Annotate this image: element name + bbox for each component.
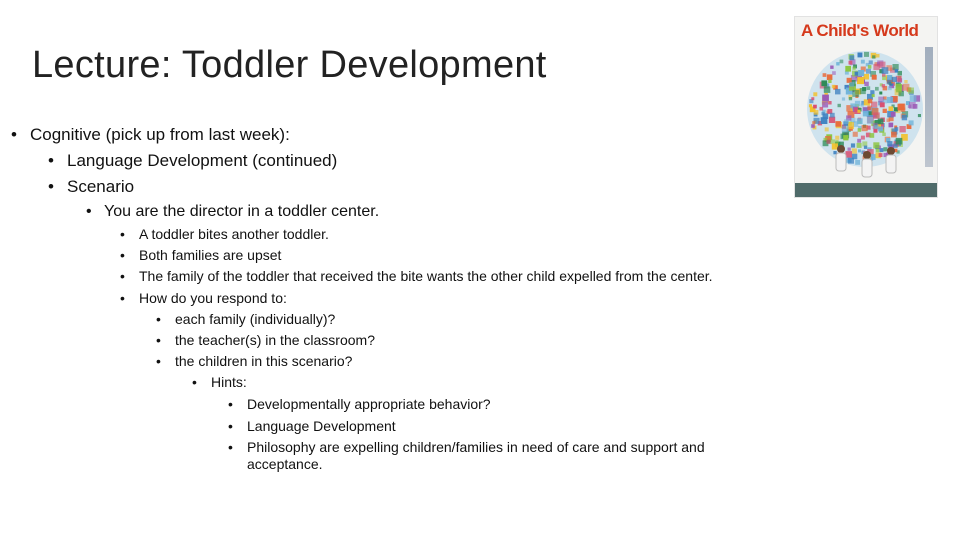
globe-tile — [875, 87, 879, 91]
globe-tile — [882, 133, 886, 137]
child-figure-body — [886, 155, 896, 173]
globe-tile — [880, 102, 885, 107]
globe-tile — [821, 112, 824, 115]
globe-tile — [895, 69, 898, 72]
globe-tile — [857, 77, 864, 84]
globe-tile — [812, 121, 815, 124]
globe-tile — [844, 119, 849, 124]
globe-tile — [858, 53, 863, 58]
globe-tile — [910, 95, 917, 102]
bullet-dot: • — [120, 247, 125, 263]
globe-tile — [835, 121, 841, 127]
globe-tile — [809, 104, 812, 107]
globe-tile — [867, 86, 871, 90]
globe-tile — [831, 139, 836, 144]
bullet-level2 — [48, 177, 135, 197]
bullet-dot: • — [156, 332, 161, 348]
bullet-dot: • — [120, 290, 125, 306]
globe-tile — [873, 142, 879, 148]
globe-tile — [864, 52, 869, 57]
globe-tile — [845, 66, 851, 72]
globe-tile — [901, 108, 906, 113]
globe-tile — [840, 60, 844, 64]
globe-tile — [849, 61, 853, 65]
globe-tile — [891, 112, 896, 117]
globe-tile — [869, 60, 873, 64]
bullet-text: How do you respond to: — [139, 290, 287, 306]
globe-tile — [857, 139, 861, 143]
bullet-dot: • — [192, 374, 197, 390]
bullet-dot: • — [48, 177, 54, 196]
globe-tile — [823, 73, 827, 77]
bullet-level6 — [192, 374, 247, 390]
globe-tile — [843, 135, 848, 140]
bullet-dot: • — [228, 396, 233, 412]
globe-tile — [870, 133, 875, 138]
bullet-dot: • — [11, 125, 17, 144]
globe-tile — [872, 75, 877, 80]
globe-tile — [824, 86, 831, 93]
globe-tile — [836, 62, 839, 65]
bullet-level4 — [120, 226, 329, 242]
globe-tile — [827, 74, 833, 80]
globe-tile — [835, 89, 841, 95]
globe-tile — [814, 110, 819, 115]
bullet-level7 — [228, 439, 705, 455]
globe-tile — [822, 102, 828, 108]
bullet-text: Scenario — [67, 177, 135, 196]
globe-tile — [882, 84, 885, 87]
globe-tile — [902, 115, 907, 120]
bullet-text: the children in this scenario? — [175, 353, 353, 369]
globe-tile — [878, 119, 884, 125]
bullet-level4 — [120, 268, 713, 284]
bullet-text: Hints: — [211, 374, 247, 390]
globe-tile — [832, 71, 836, 75]
bullet-text: The family of the toddler that received the bite wants the other child expelled from the center. — [139, 268, 713, 284]
globe-tile — [867, 117, 874, 124]
bullet-level7 — [228, 418, 396, 434]
book-cover-author-strip — [795, 183, 937, 197]
globe-tile — [848, 148, 851, 151]
globe-tile — [879, 92, 882, 95]
globe-tile — [829, 117, 835, 123]
bullet-text: You are the director in a toddler center. — [104, 203, 380, 220]
globe-tile — [873, 112, 880, 119]
globe-tile — [813, 105, 817, 109]
book-cover-globe-illustration — [795, 17, 937, 197]
globe-tile — [883, 147, 887, 151]
globe-tile — [874, 125, 878, 129]
globe-tile — [883, 109, 887, 113]
bullet-level1 — [11, 125, 290, 145]
globe-tile — [857, 118, 863, 124]
bullet-dot: • — [120, 226, 125, 242]
globe-tile — [849, 97, 852, 100]
globe-tile — [832, 85, 836, 89]
globe-tile — [872, 55, 875, 58]
globe-tile — [873, 64, 879, 70]
bullet-dot: • — [120, 268, 125, 284]
globe-tile — [918, 114, 921, 117]
child-figure-body — [862, 159, 872, 177]
globe-tile — [876, 149, 880, 153]
globe-tile — [851, 143, 855, 147]
globe-tile — [811, 97, 814, 100]
bullet-text: Both families are upset — [139, 247, 282, 263]
globe-tile — [888, 86, 892, 90]
globe-tile — [855, 101, 860, 106]
globe-tile — [848, 158, 854, 164]
globe-tile — [858, 70, 864, 76]
bullet-level5 — [156, 332, 375, 348]
globe-tile — [835, 136, 839, 140]
globe-tile — [891, 132, 897, 138]
bullet-text: the teacher(s) in the classroom? — [175, 332, 375, 348]
bullet-dot: • — [156, 353, 161, 369]
globe-tile — [822, 95, 829, 102]
bullet-continuation — [247, 456, 323, 472]
globe-tile — [853, 132, 858, 137]
globe-tile — [862, 125, 868, 131]
globe-tile — [868, 65, 872, 69]
globe-tile — [827, 140, 831, 144]
globe-tile — [852, 90, 859, 97]
bullet-text: Developmentally appropriate behavior? — [247, 396, 491, 412]
globe-tile — [895, 127, 899, 131]
globe-tile — [821, 80, 827, 86]
bullet-dot: • — [156, 311, 161, 327]
globe-tile — [842, 97, 845, 100]
globe-tile — [904, 80, 907, 83]
book-cover-title: A Child's World — [801, 21, 919, 40]
globe-tile — [892, 77, 897, 82]
globe-tile — [861, 136, 865, 140]
globe-tile — [811, 124, 815, 128]
globe-tile — [887, 141, 892, 146]
bullet-level2 — [48, 151, 338, 171]
globe-tile — [866, 69, 871, 74]
bullet-text: acceptance. — [247, 456, 323, 472]
bullet-dot: • — [86, 203, 92, 220]
globe-tile — [887, 118, 891, 122]
globe-tile — [857, 110, 860, 113]
bullet-level4 — [120, 247, 282, 263]
bullet-text: Cognitive (pick up from last week): — [30, 125, 290, 144]
globe-tile — [863, 74, 869, 80]
slide-title: Lecture: Toddler Development — [32, 44, 547, 86]
globe-tile — [876, 54, 880, 58]
globe-tile — [821, 117, 828, 124]
bullet-text: each family (individually)? — [175, 311, 336, 327]
globe-tile — [894, 107, 898, 111]
globe-tile — [872, 94, 875, 97]
bullet-level4 — [120, 290, 287, 306]
bullet-level5 — [156, 311, 336, 327]
globe-tile — [898, 71, 903, 76]
globe-tile — [850, 82, 855, 87]
globe-tile — [864, 146, 867, 149]
globe-tile — [828, 80, 831, 83]
globe-tile — [857, 143, 862, 148]
bullet-level7 — [228, 396, 491, 412]
child-figure-head — [837, 145, 845, 153]
bullet-level3 — [86, 203, 380, 221]
globe-tile — [830, 66, 833, 69]
globe-tile — [830, 113, 835, 118]
globe-tile — [882, 67, 889, 74]
globe-tile — [889, 123, 894, 128]
globe-tile — [887, 80, 892, 85]
globe-tile — [878, 126, 883, 131]
child-figure-body — [836, 153, 846, 171]
globe-tile — [860, 88, 866, 94]
bullet-dot: • — [228, 418, 233, 434]
globe-tile — [899, 126, 905, 132]
globe-tile — [861, 60, 865, 64]
globe-tile — [852, 148, 857, 153]
globe-tile — [896, 138, 903, 145]
bullet-text: Language Development — [247, 418, 396, 434]
globe-tile — [896, 86, 902, 92]
globe-tile — [855, 160, 860, 165]
globe-tile — [889, 106, 894, 111]
globe-tile — [838, 104, 841, 107]
globe-tile — [842, 126, 849, 133]
book-cover-side-text — [925, 47, 933, 167]
bullet-dot: • — [228, 439, 233, 455]
bullet-text: Philosophy are expelling children/families in need of care and support and — [247, 439, 705, 455]
globe-tile — [825, 127, 829, 131]
globe-tile — [835, 140, 838, 143]
globe-tile — [879, 153, 883, 157]
book-cover-image — [794, 16, 938, 198]
globe-tile — [863, 111, 869, 117]
globe-tile — [887, 97, 893, 103]
globe-tile — [858, 128, 862, 132]
bullet-text: A toddler bites another toddler. — [139, 226, 329, 242]
globe-tile — [873, 129, 877, 133]
globe-tile — [868, 99, 873, 104]
globe-tile — [913, 104, 918, 109]
globe-tile — [858, 149, 861, 152]
globe-tile — [864, 82, 868, 86]
bullet-text: Language Development (continued) — [67, 151, 338, 170]
bullet-level5 — [156, 353, 353, 369]
child-figure-head — [863, 151, 871, 159]
globe-tile — [909, 120, 914, 125]
globe-tile — [887, 75, 892, 80]
globe-tile — [849, 55, 854, 60]
globe-tile — [908, 88, 914, 94]
globe-tile — [861, 104, 864, 107]
globe-tile — [870, 90, 874, 94]
globe-tile — [813, 92, 817, 96]
bullet-dot: • — [48, 151, 54, 170]
globe-tile — [852, 67, 855, 70]
child-figure-head — [887, 147, 895, 155]
